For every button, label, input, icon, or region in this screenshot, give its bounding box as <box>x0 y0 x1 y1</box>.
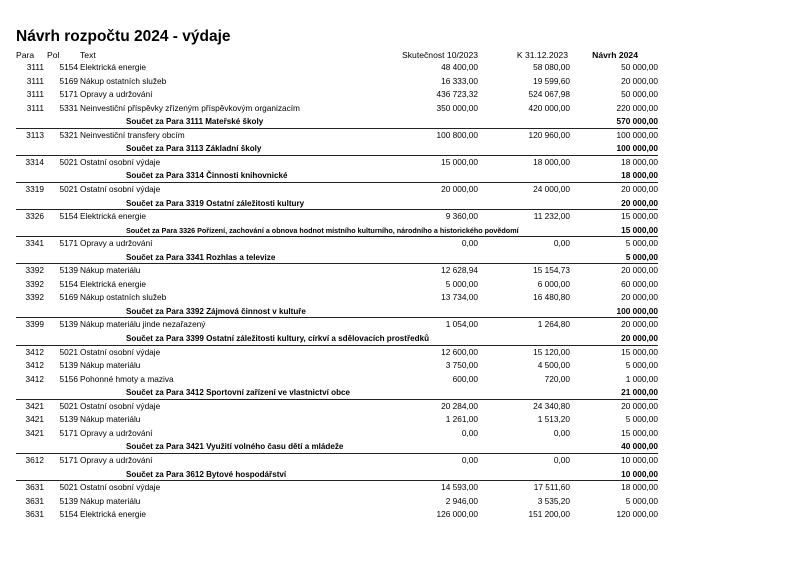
text-cell: Ostatní osobní výdaje <box>80 183 161 194</box>
pol-cell: 5156 <box>59 373 78 384</box>
proposal-cell: 1 000,00 <box>625 373 658 384</box>
k3112-cell: 6 000,00 <box>537 278 570 289</box>
proposal-cell: 15 000,00 <box>621 427 658 438</box>
pol-cell: 5021 <box>59 156 78 167</box>
para-cell: 3111 <box>26 89 44 100</box>
table-row <box>0 400 800 414</box>
subtotal-value: 40 000,00 <box>621 441 658 452</box>
k3112-cell: 15 154,73 <box>533 265 570 276</box>
text-cell: Ostatní osobní výdaje <box>80 400 161 411</box>
actual-cell: 1 054,00 <box>445 319 478 330</box>
subtotal-value: 15 000,00 <box>621 224 658 235</box>
proposal-cell: 50 000,00 <box>621 62 658 72</box>
text-cell: Opravy a udržování <box>80 89 153 100</box>
pol-cell: 5321 <box>59 129 78 140</box>
proposal-cell: 120 000,00 <box>616 509 658 520</box>
actual-cell: 9 360,00 <box>445 211 478 222</box>
pol-cell: 5154 <box>59 62 78 72</box>
k3112-cell: 3 535,20 <box>537 495 570 506</box>
para-cell: 3412 <box>25 373 44 384</box>
proposal-cell: 5 000,00 <box>625 360 658 371</box>
proposal-cell: 5 000,00 <box>625 238 658 249</box>
para-cell: 3612 <box>25 454 44 465</box>
k3112-cell: 24 000,00 <box>533 183 570 194</box>
pol-cell: 5171 <box>59 89 78 100</box>
text-cell: Ostatní osobní výdaje <box>80 156 161 167</box>
subtotal-value: 10 000,00 <box>621 468 658 479</box>
para-cell: 3341 <box>25 238 44 249</box>
text-cell: Opravy a udržování <box>80 427 153 438</box>
table-row <box>0 291 800 305</box>
header-k3112: K 31.12.2023 <box>516 50 568 60</box>
proposal-cell: 18 000,00 <box>621 156 658 167</box>
text-cell: Nákup materiálu jinde nezařazený <box>80 319 206 330</box>
subtotal-label: Součet za Para 3111 Mateřské školy <box>126 117 264 127</box>
pol-cell: 5154 <box>59 278 78 289</box>
para-cell: 3314 <box>25 156 44 167</box>
subtotal-value: 570 000,00 <box>616 116 658 127</box>
pol-cell: 5139 <box>59 265 78 276</box>
table-row <box>0 373 800 387</box>
proposal-cell: 15 000,00 <box>621 346 658 357</box>
table-row <box>0 359 800 373</box>
para-cell: 3421 <box>25 400 44 411</box>
actual-cell: 3 750,00 <box>445 360 478 371</box>
pol-cell: 5021 <box>59 482 78 493</box>
actual-cell: 14 593,00 <box>441 482 478 493</box>
pol-cell: 5171 <box>59 454 78 465</box>
actual-cell: 100 800,00 <box>436 129 478 140</box>
pol-cell: 5139 <box>59 319 78 330</box>
para-cell: 3631 <box>25 482 44 493</box>
table-row <box>0 495 800 509</box>
actual-cell: 15 000,00 <box>441 156 478 167</box>
para-cell: 3631 <box>25 495 44 506</box>
pol-cell: 5021 <box>59 346 78 357</box>
k3112-cell: 19 599,60 <box>533 75 570 86</box>
subtotal-label: Součet za Para 3392 Zájmová činnost v kultuře <box>126 306 306 316</box>
table-row <box>0 156 800 170</box>
subtotal-label: Součet za Para 3314 Činnosti knihovnické <box>126 171 288 181</box>
table-row <box>0 427 800 441</box>
header-para: Para <box>16 50 35 60</box>
para-cell: 3111 <box>26 62 44 72</box>
k3112-cell: 120 960,00 <box>528 129 570 140</box>
table-row <box>0 318 800 332</box>
k3112-cell: 1 513,20 <box>537 414 570 425</box>
k3112-cell: 17 511,60 <box>533 482 570 493</box>
document-title: Návrh rozpočtu 2024 - výdaje <box>16 28 231 45</box>
header-actual: Skutečnost 10/2023 <box>402 50 478 60</box>
para-cell: 3392 <box>25 278 44 289</box>
table-row <box>0 264 800 278</box>
k3112-cell: 18 000,00 <box>533 156 570 167</box>
table-row <box>0 129 800 143</box>
table-row <box>0 278 800 292</box>
proposal-cell: 20 000,00 <box>621 75 658 86</box>
para-cell: 3326 <box>25 211 44 222</box>
text-cell: Neinvestiční transfery obcím <box>80 129 185 140</box>
para-cell: 3421 <box>25 427 44 438</box>
proposal-cell: 50 000,00 <box>621 89 658 100</box>
table-row <box>0 413 800 427</box>
text-cell: Ostatní osobní výdaje <box>80 346 161 357</box>
actual-cell: 12 600,00 <box>441 346 478 357</box>
k3112-cell: 0,00 <box>553 427 570 438</box>
actual-cell: 350 000,00 <box>436 102 478 113</box>
header-text: Text <box>80 50 96 60</box>
k3112-cell: 151 200,00 <box>528 509 570 520</box>
subtotal-label: Součet za Para 3319 Ostatní záležitosti kultury <box>126 198 305 208</box>
table-row <box>0 210 800 224</box>
actual-cell: 0,00 <box>461 454 478 465</box>
actual-cell: 5 000,00 <box>445 278 478 289</box>
proposal-cell: 20 000,00 <box>621 265 658 276</box>
pol-cell: 5169 <box>59 292 78 303</box>
k3112-cell: 58 080,00 <box>533 62 570 72</box>
pol-cell: 5171 <box>59 238 78 249</box>
text-cell: Elektrická energie <box>80 278 146 289</box>
k3112-cell: 0,00 <box>553 238 570 249</box>
proposal-cell: 100 000,00 <box>616 129 658 140</box>
para-cell: 3399 <box>25 319 44 330</box>
k3112-cell: 1 264,80 <box>537 319 570 330</box>
pol-cell: 5171 <box>59 427 78 438</box>
proposal-cell: 20 000,00 <box>621 319 658 330</box>
table-row <box>0 346 800 360</box>
actual-cell: 600,00 <box>452 373 478 384</box>
pol-cell: 5331 <box>59 102 78 113</box>
pol-cell: 5139 <box>59 414 78 425</box>
para-cell: 3421 <box>25 414 44 425</box>
table-row <box>0 88 800 102</box>
subtotal-label: Součet za Para 3399 Ostatní záležitosti kultury, církví a sdělovacích prostředků <box>126 334 430 343</box>
k3112-cell: 16 480,80 <box>533 292 570 303</box>
actual-cell: 20 284,00 <box>441 400 478 411</box>
subtotal-value: 21 000,00 <box>621 387 658 398</box>
para-cell: 3412 <box>25 360 44 371</box>
text-cell: Elektrická energie <box>80 62 146 72</box>
pol-cell: 5139 <box>59 360 78 371</box>
actual-cell: 0,00 <box>461 238 478 249</box>
text-cell: Nákup materiálu <box>80 360 141 371</box>
proposal-cell: 18 000,00 <box>621 482 658 493</box>
para-cell: 3319 <box>25 183 44 194</box>
text-cell: Neinvestiční příspěvky zřízeným příspěvkovým organizacím <box>80 102 300 113</box>
actual-cell: 2 946,00 <box>445 495 478 506</box>
table-row <box>0 237 800 251</box>
para-cell: 3412 <box>25 346 44 357</box>
subtotal-label: Součet za Para 3412 Sportovní zařízení ve vlastnictví obce <box>126 388 351 398</box>
actual-cell: 0,00 <box>461 427 478 438</box>
table-row <box>0 102 800 116</box>
proposal-cell: 20 000,00 <box>621 183 658 194</box>
subtotal-value: 18 000,00 <box>621 170 658 181</box>
para-cell: 3392 <box>25 292 44 303</box>
text-cell: Nákup ostatních služeb <box>80 292 167 303</box>
para-cell: 3113 <box>26 129 44 140</box>
table-row <box>0 183 800 197</box>
k3112-cell: 524 067,98 <box>528 89 570 100</box>
proposal-cell: 5 000,00 <box>625 414 658 425</box>
text-cell: Opravy a udržování <box>80 238 153 249</box>
text-cell: Pohonné hmoty a maziva <box>80 373 174 384</box>
proposal-cell: 5 000,00 <box>625 495 658 506</box>
actual-cell: 126 000,00 <box>436 509 478 520</box>
text-cell: Ostatní osobní výdaje <box>80 482 161 493</box>
k3112-cell: 11 232,00 <box>533 211 570 222</box>
actual-cell: 16 333,00 <box>441 75 478 86</box>
subtotal-label: Součet za Para 3113 Základní školy <box>126 144 262 154</box>
subtotal-label: Součet za Para 3341 Rozhlas a televize <box>126 252 276 262</box>
subtotal-label: Součet za Para 3326 Pořízení, zachování a obnova hodnot místního kulturního, národního a historického povědomí <box>126 225 519 235</box>
pol-cell: 5154 <box>59 509 78 520</box>
actual-cell: 12 628,94 <box>441 265 478 276</box>
subtotal-label: Součet za Para 3612 Bytové hospodářství <box>126 469 287 479</box>
table-row <box>0 61 800 75</box>
header-pol: Pol <box>47 50 60 60</box>
k3112-cell: 0,00 <box>553 454 570 465</box>
pol-cell: 5154 <box>59 211 78 222</box>
text-cell: Nákup materiálu <box>80 265 141 276</box>
actual-cell: 1 261,00 <box>445 414 478 425</box>
header-proposal: Návrh 2024 <box>592 50 638 60</box>
para-cell: 3392 <box>25 265 44 276</box>
k3112-cell: 24 340,80 <box>533 400 570 411</box>
k3112-cell: 420 000,00 <box>528 102 570 113</box>
proposal-cell: 220 000,00 <box>616 102 658 113</box>
k3112-cell: 4 500,00 <box>537 360 570 371</box>
k3112-cell: 720,00 <box>544 373 570 384</box>
pol-cell: 5021 <box>59 183 78 194</box>
k3112-cell: 15 120,00 <box>533 346 570 357</box>
table-row <box>0 454 800 468</box>
text-cell: Elektrická energie <box>80 509 146 520</box>
subtotal-value: 20 000,00 <box>621 197 658 208</box>
table-row <box>0 481 800 495</box>
subtotal-label: Součet za Para 3421 Využití volného času dětí a mládeže <box>126 442 344 452</box>
subtotal-value: 100 000,00 <box>616 143 658 154</box>
text-cell: Nákup materiálu <box>80 495 141 506</box>
text-cell: Elektrická energie <box>80 211 146 222</box>
actual-cell: 20 000,00 <box>441 183 478 194</box>
table-row <box>0 508 800 522</box>
proposal-cell: 20 000,00 <box>621 400 658 411</box>
proposal-cell: 60 000,00 <box>621 278 658 289</box>
text-cell: Nákup materiálu <box>80 414 141 425</box>
actual-cell: 48 400,00 <box>441 62 478 72</box>
actual-cell: 13 734,00 <box>441 292 478 303</box>
proposal-cell: 10 000,00 <box>621 454 658 465</box>
para-cell: 3631 <box>25 509 44 520</box>
subtotal-value: 5 000,00 <box>625 251 658 262</box>
pol-cell: 5021 <box>59 400 78 411</box>
text-cell: Opravy a udržování <box>80 454 153 465</box>
text-cell: Nákup ostatních služeb <box>80 75 167 86</box>
table-row <box>0 75 800 89</box>
proposal-cell: 15 000,00 <box>621 211 658 222</box>
subtotal-value: 100 000,00 <box>616 305 658 316</box>
subtotal-value: 20 000,00 <box>621 333 658 343</box>
proposal-cell: 20 000,00 <box>621 292 658 303</box>
actual-cell: 436 723,32 <box>436 89 478 100</box>
para-cell: 3111 <box>26 102 44 113</box>
para-cell: 3111 <box>26 75 44 86</box>
pol-cell: 5169 <box>59 75 78 86</box>
pol-cell: 5139 <box>59 495 78 506</box>
